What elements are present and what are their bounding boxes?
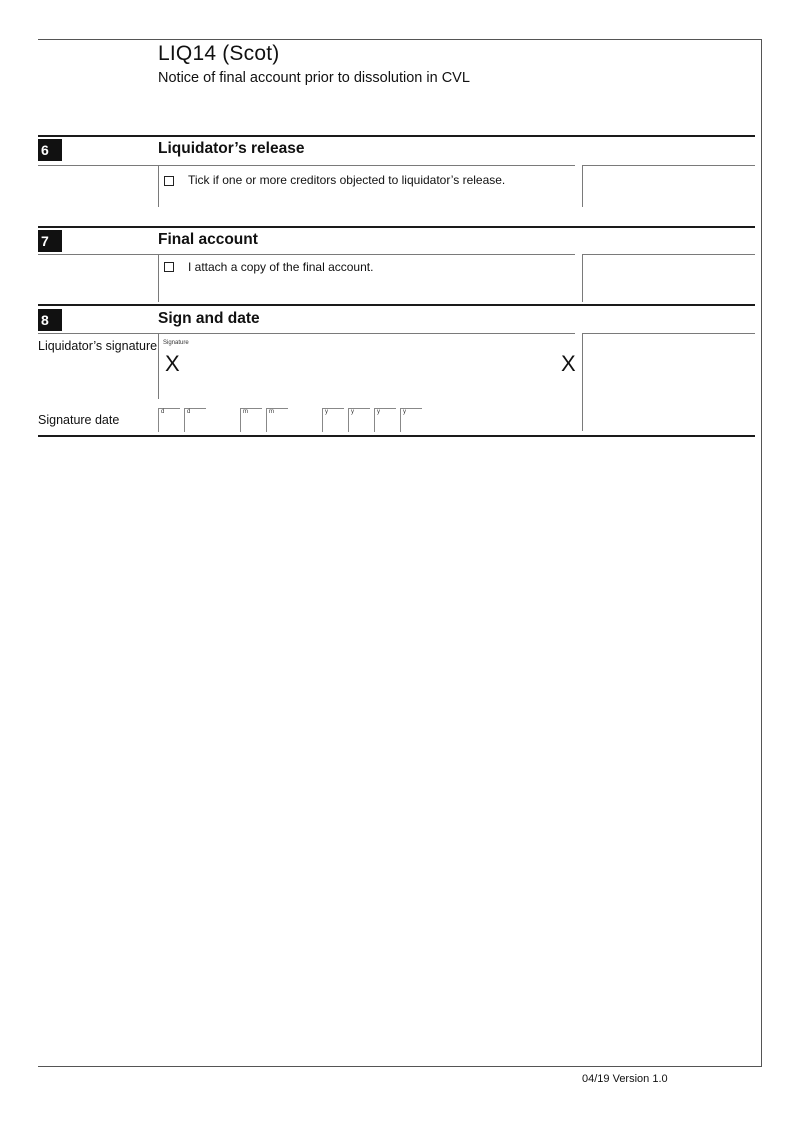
section-6-number: 6 [38,139,62,161]
form-code: LIQ14 (Scot) [158,42,280,65]
form-title: Notice of final account prior to dissolution in CVL [158,70,470,86]
date-month-1-placeholder: m [243,409,248,415]
signature-date-label: Signature date [38,413,120,427]
signature-mark-left: X [165,351,180,376]
date-year-1[interactable] [322,408,344,432]
section-6-divider-left [38,165,575,166]
footer-version: 04/19 Version 1.0 [582,1073,668,1085]
section-7-title: Final account [158,231,258,248]
date-month-1[interactable] [240,408,262,432]
section-6-rule [38,135,755,137]
section-8-divider-right [583,333,755,334]
right-border [761,39,762,1067]
section-7-rule [38,226,755,228]
date-year-3-placeholder: y [377,409,380,415]
section-7-divider-left [38,254,575,255]
date-year-1-placeholder: y [325,409,328,415]
final-account-checkbox[interactable] [164,262,174,272]
section-7-field-border [158,254,159,302]
top-rule [38,39,762,40]
date-year-3[interactable] [374,408,396,432]
section-7-divider-right [583,254,755,255]
signature-mark-right: X [561,351,576,376]
section-6-field-border [158,165,159,207]
date-day-1[interactable] [158,408,180,432]
section-8-number: 8 [38,309,62,331]
final-account-label: I attach a copy of the final account. [188,260,374,274]
section-8-rule [38,304,755,306]
liquidator-signature-label: Liquidator’s signature [38,339,158,353]
signature-field[interactable] [159,334,581,398]
section-8-end-rule [38,435,755,437]
date-month-2[interactable] [266,408,288,432]
date-day-2-placeholder: d [187,409,191,415]
section-7-guide-border [582,254,583,302]
date-year-2-placeholder: y [351,409,354,415]
bottom-rule [38,1066,762,1067]
section-6-divider-right [583,165,755,166]
date-day-2[interactable] [184,408,206,432]
date-year-4[interactable] [400,408,422,432]
date-year-4-placeholder: y [403,409,406,415]
section-8-title: Sign and date [158,310,260,327]
creditor-objection-checkbox[interactable] [164,176,174,186]
date-month-2-placeholder: m [269,409,274,415]
date-year-2[interactable] [348,408,370,432]
signature-field-right-border [582,333,583,431]
date-day-1-placeholder: d [161,409,165,415]
signature-caption: Signature [163,340,189,346]
creditor-objection-label: Tick if one or more creditors objected to liquidator’s release. [188,173,506,187]
section-6-title: Liquidator’s release [158,140,305,157]
section-7-number: 7 [38,230,62,252]
section-6-guide-border [582,165,583,207]
